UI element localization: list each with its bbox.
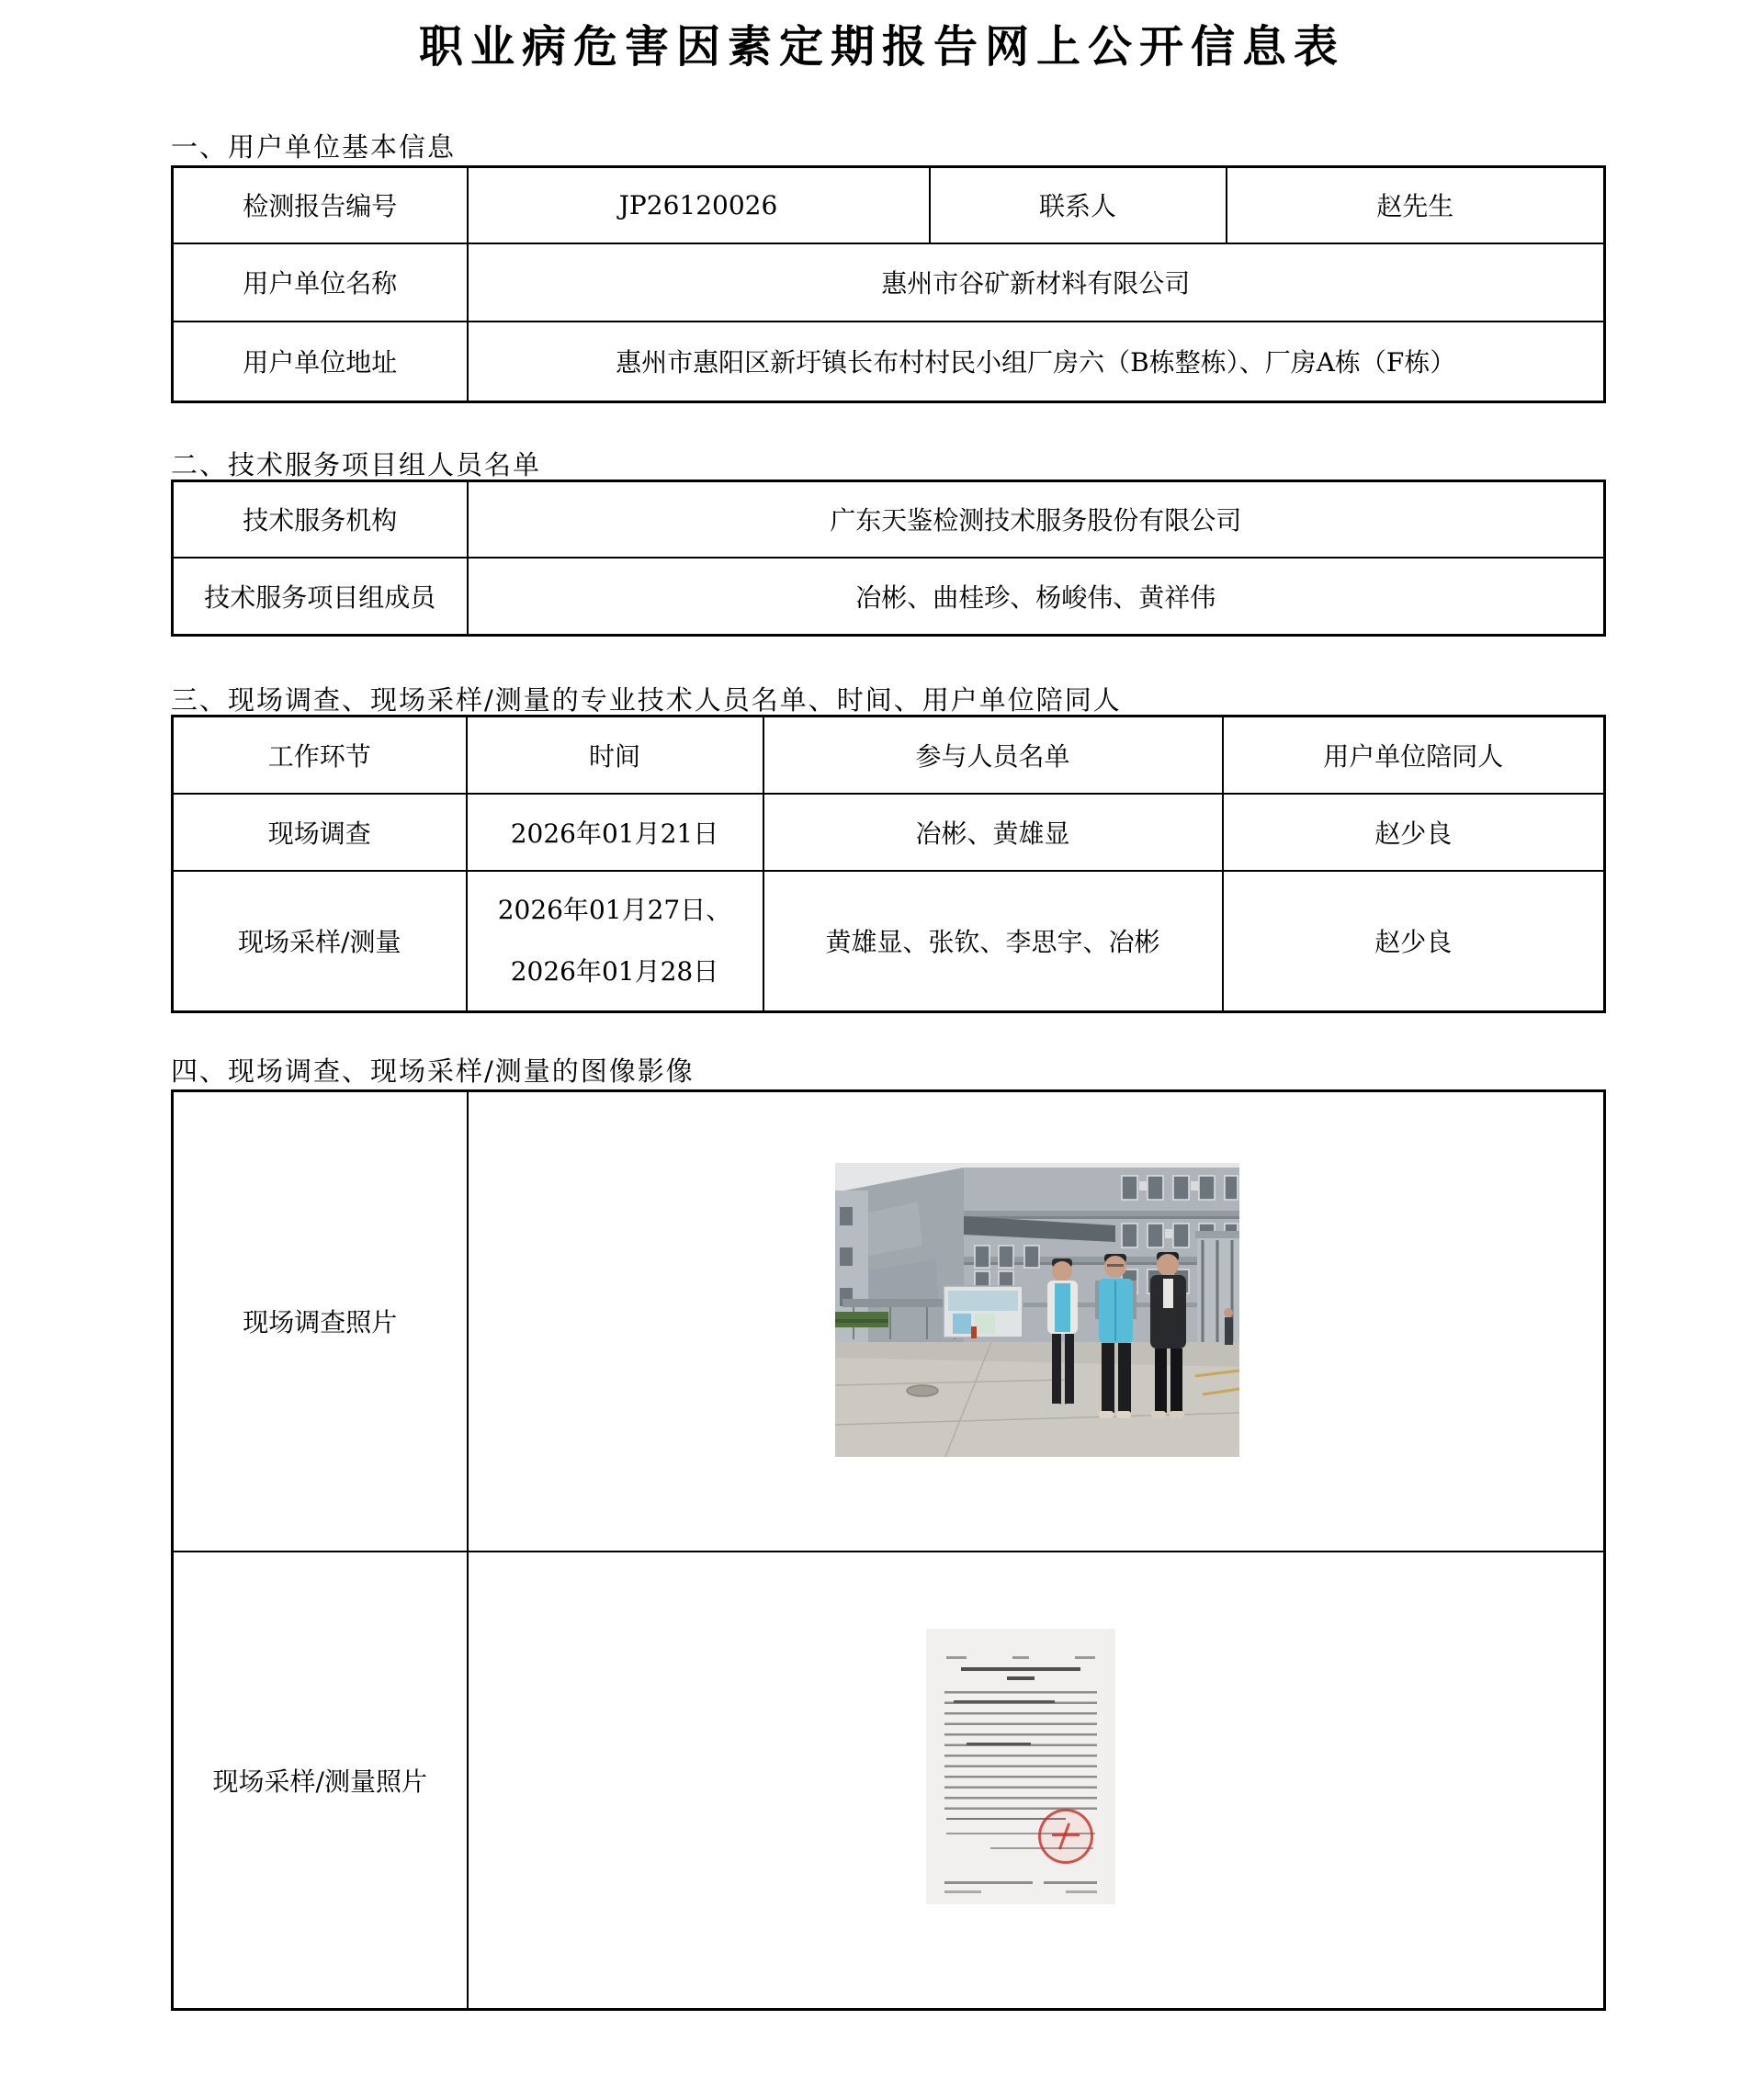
time-value	[467, 871, 763, 1012]
table-row	[173, 871, 1605, 1012]
agency-value: 广东天鉴检测技术服务股份有限公司	[468, 481, 1605, 558]
table-row	[173, 322, 1605, 402]
table-row	[173, 481, 1605, 558]
sampling-photo-cell	[468, 1552, 1605, 2010]
scan-underline	[954, 1700, 1055, 1703]
scan-footer-line	[944, 1881, 1033, 1884]
scan-footer-line	[1044, 1881, 1097, 1884]
basic-info-table	[171, 165, 1606, 403]
contact-label: 联系人	[930, 167, 1227, 243]
table-row	[173, 167, 1605, 243]
time-line-1: 2026年01月27日、	[497, 895, 732, 926]
col-header-companion: 用户单位陪同人	[1223, 717, 1605, 794]
sampling-photo-label: 现场采样/测量照片	[173, 1552, 468, 2010]
participants-value: 黄雄显、张钦、李思宇、冶彬	[763, 871, 1223, 1012]
section2-heading: 二、技术服务项目组人员名单	[171, 449, 542, 480]
scan-subtitle-line	[1007, 1676, 1035, 1680]
scan-footer-line	[1066, 1890, 1097, 1893]
table-row	[173, 243, 1605, 322]
section3-heading: 三、现场调查、现场采样/测量的专业技术人员名单、时间、用户单位陪同人	[171, 684, 1122, 716]
survey-photo-label: 现场调查照片	[173, 1091, 468, 1552]
step-value: 现场采样/测量	[173, 871, 467, 1012]
sampling-record-scan	[926, 1629, 1115, 1904]
page-title: 职业病危害因素定期报告网上公开信息表	[418, 21, 1345, 73]
company-label: 用户单位名称	[173, 243, 468, 322]
contact-value: 赵先生	[1227, 167, 1605, 243]
scan-footer-line	[944, 1890, 981, 1893]
time-value: 2026年01月21日	[467, 794, 763, 871]
section4-heading: 四、现场调查、现场采样/测量的图像影像	[171, 1055, 695, 1087]
scan-header-marks	[946, 1656, 1095, 1659]
companion-value: 赵少良	[1223, 794, 1605, 871]
photos-table	[171, 1089, 1606, 2011]
survey-photo-cell	[468, 1091, 1605, 1552]
report-no-value: JP26120026	[468, 167, 930, 243]
red-seal-stamp	[1038, 1809, 1093, 1864]
table-row	[173, 794, 1605, 871]
step-value: 现场调查	[173, 794, 467, 871]
service-team-table	[171, 480, 1606, 637]
section1-heading: 一、用户单位基本信息	[171, 131, 457, 163]
report-no-label: 检测报告编号	[173, 167, 468, 243]
time-line-2: 2026年01月28日	[510, 956, 719, 987]
company-value: 惠州市谷矿新材料有限公司	[468, 243, 1605, 322]
col-header-participants: 参与人员名单	[763, 717, 1223, 794]
address-value: 惠州市惠阳区新圩镇长布村村民小组厂房六（B栋整栋）、厂房A栋（F栋）	[468, 322, 1605, 402]
table-row	[173, 1091, 1605, 1552]
field-work-table	[171, 715, 1606, 1013]
address-label: 用户单位地址	[173, 322, 468, 402]
scan-body-text-lines	[944, 1691, 1097, 1818]
site-survey-photo	[835, 1163, 1239, 1457]
scan-underline	[967, 1743, 1031, 1745]
col-header-time: 时间	[467, 717, 763, 794]
table-row	[173, 1552, 1605, 2010]
table-header-row	[173, 717, 1605, 794]
agency-label: 技术服务机构	[173, 481, 468, 558]
participants-value: 冶彬、黄雄显	[763, 794, 1223, 871]
members-value: 冶彬、曲桂珍、杨峻伟、黄祥伟	[468, 558, 1605, 636]
col-header-step: 工作环节	[173, 717, 467, 794]
scan-title-line	[961, 1667, 1080, 1671]
companion-value: 赵少良	[1223, 871, 1605, 1012]
factory-group-photo-graphic	[835, 1163, 1239, 1457]
table-row	[173, 558, 1605, 636]
members-label: 技术服务项目组成员	[173, 558, 468, 636]
